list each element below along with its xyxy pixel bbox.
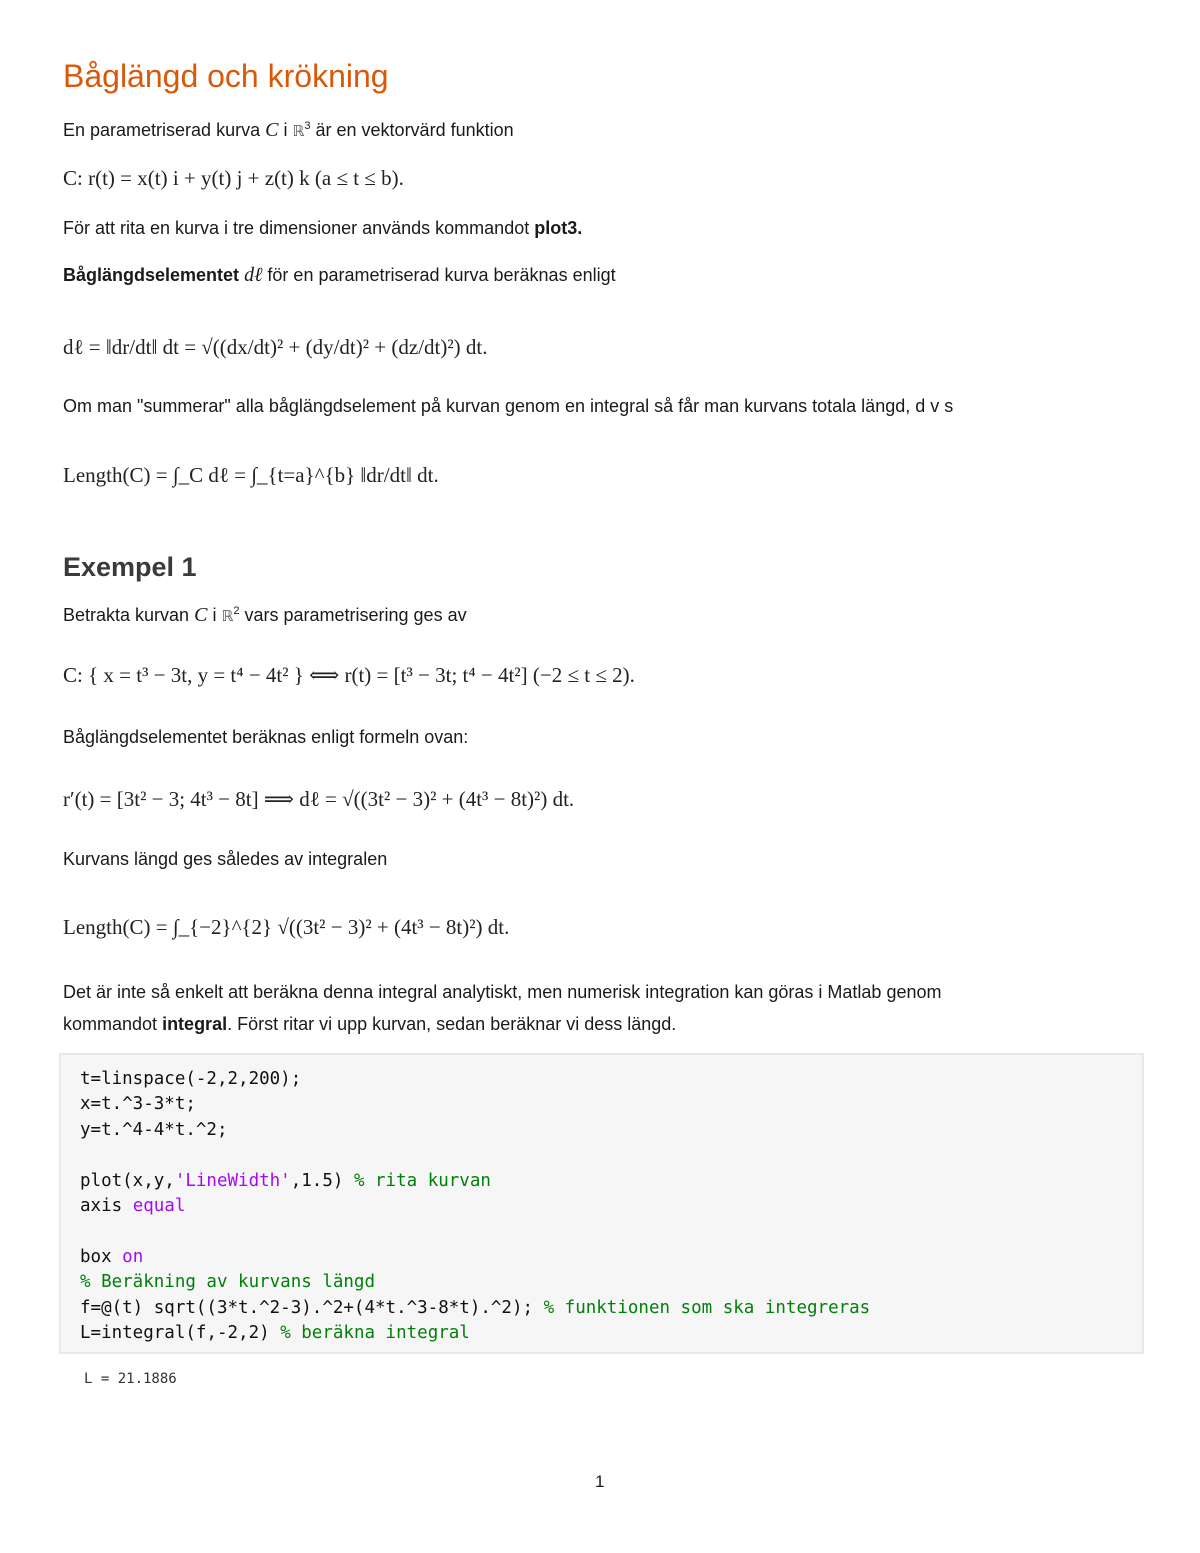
code-line: y=t.^4-4*t.^2; <box>80 1119 228 1140</box>
equation-length-integral: Length(C) = ∫_C dℓ = ∫_{t=a}^{b} ‖dr/dt‖ dt. <box>63 463 439 487</box>
code-line: f=@(t) sqrt((3*t.^2-3).^2+(4*t.^3-8*t).^2); <box>80 1297 544 1318</box>
equation-parametrization: C: { x = t³ − 3t, y = t⁴ − 4t² } ⟺ r(t) = [t³ − 3t; t⁴ − 4t²] (−2 ≤ t ≤ 2). <box>63 663 635 687</box>
code-line: box <box>80 1246 123 1267</box>
paragraph-consider-curve: Betrakta kurvan C i ℝ$^2$ vars parametrisering ges av <box>63 604 467 626</box>
code-line: t=linspace(-2,2,200); <box>80 1069 302 1089</box>
equation-length-example: Length(C) = ∫_{−2}^{2} √((3t² − 3)² + (4t³ − 8t)²) dt. <box>63 915 510 939</box>
code-line: x=t.^3-3*t; <box>80 1094 196 1115</box>
code-line: L=integral(f,-2,2) <box>80 1323 281 1344</box>
page-title: Båglängd och krökning <box>63 58 389 94</box>
code-line: axis <box>80 1196 133 1217</box>
paragraph-numeric: Det är inte så enkelt att beräkna denna integral analytiskt, men numerisk integration kan göras i Matlab genom <box>63 982 942 1002</box>
code-line: plot(x,y, <box>80 1170 175 1191</box>
paragraph-intro: En parametriserad kurva C i ℝ$^3$ är en vektorvärd funktion <box>63 119 514 141</box>
paragraph-numeric-cont: kommandot integral. Först ritar vi upp kurvan, sedan beräknar vi dess längd. <box>63 1014 677 1034</box>
code-output: L = 21.1886 <box>84 1371 177 1387</box>
section-heading: Exempel 1 <box>63 552 197 582</box>
paragraph-sum: Om man "summerar" alla båglängdselement på kurvan genom en integral så får man kurvans totala längd, d v s <box>63 396 954 416</box>
code-block[interactable]: t=linspace(-2,2,200); x=t.^3-3*t; y=t.^4-4*t.^2; plot(x,y,'LineWidth',1.5) % rita kurvan axis equal box on % Beräkning av kurvans längd f=@(t) sqrt((3*t.^2-3).^2+(4*t.^3-8*t).^2); % funktionen som ska integreras L=integral(f,-2,2) % beräkna integral <box>59 1053 1144 1354</box>
equation-arc-element: dℓ = ‖dr/dt‖ dt = √((dx/dt)² + (dy/dt)² + (dz/dt)²) dt. <box>63 335 488 359</box>
code-comment: % Beräkning av kurvans längd <box>80 1272 376 1293</box>
paragraph-length-given: Kurvans längd ges således av integralen <box>63 849 388 869</box>
paragraph-plot3: För att rita en kurva i tre dimensioner används kommandot plot3. <box>63 218 583 238</box>
equation-curve-definition: C: r(t) = x(t) i + y(t) j + z(t) k (a ≤ t ≤ b). <box>63 166 404 190</box>
paragraph-element-computed: Båglängdselementet beräknas enligt formeln ovan: <box>63 727 469 747</box>
paragraph-arc-element: Båglängdselementet dℓ för en parametriserad kurva beräknas enligt <box>63 264 616 286</box>
equation-derivative: r′(t) = [3t² − 3; 4t³ − 8t] ⟹ dℓ = √((3t² − 3)² + (4t³ − 8t)²) dt. <box>63 787 575 811</box>
page-number: 1 <box>595 1472 605 1491</box>
